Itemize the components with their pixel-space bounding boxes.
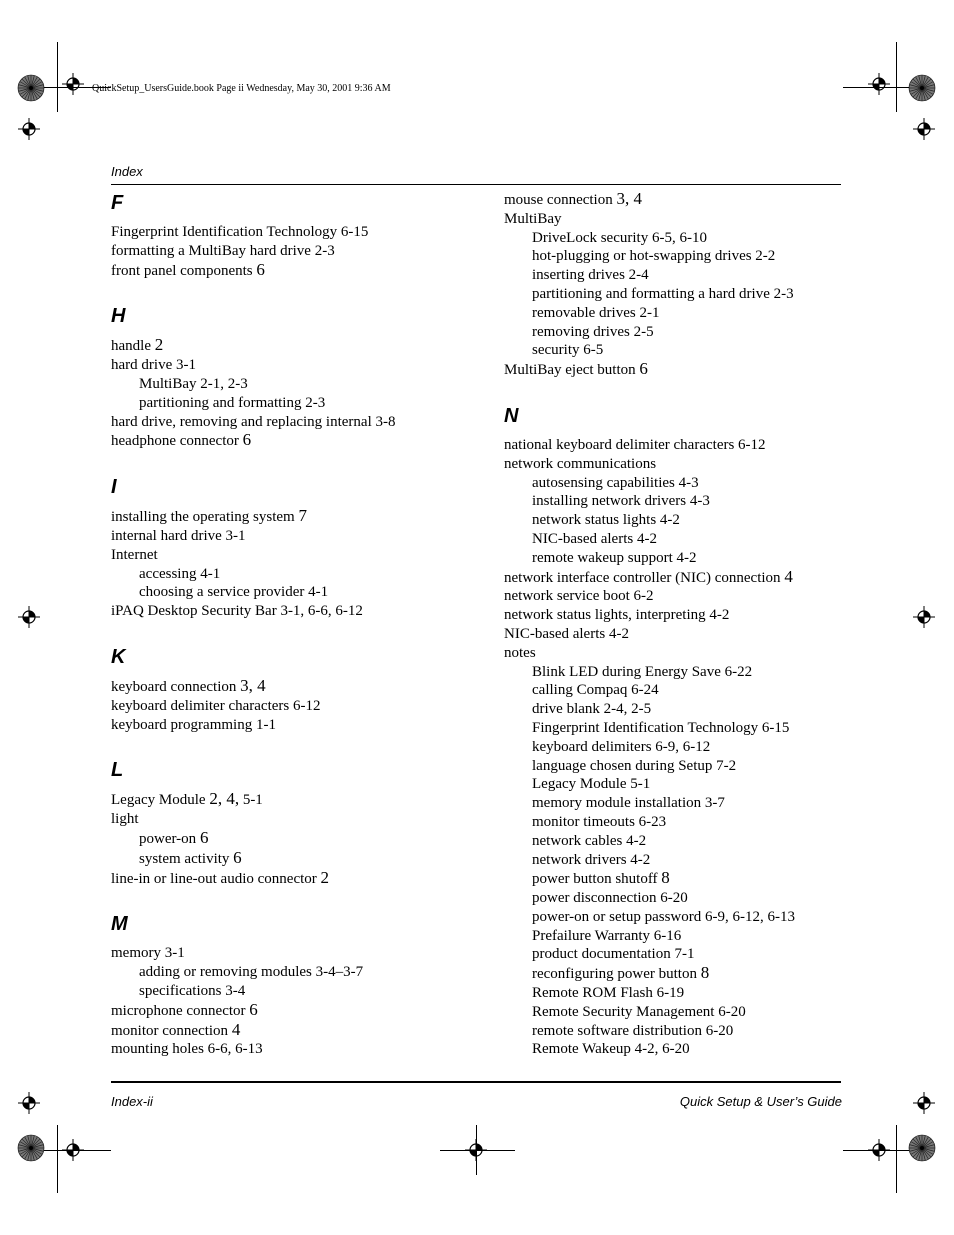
entry-text: network cables 4-2	[532, 832, 647, 849]
index-letter-heading: I	[111, 476, 117, 499]
index-subentry	[111, 982, 491, 1001]
entry-text: removable drives 2-1	[532, 304, 660, 321]
registration-mark-icon	[18, 1092, 40, 1114]
registration-mark-icon	[18, 606, 40, 628]
entry-text: network drivers 4-2	[532, 851, 651, 868]
entry-text: power-on or setup password 6-9, 6-12, 6-13	[532, 908, 795, 925]
index-entry	[504, 210, 844, 229]
entry-text: installing network drivers 4-3	[532, 493, 710, 510]
index-entry	[111, 697, 491, 716]
entry-text: remote software distribution 6-20	[532, 1022, 734, 1039]
entry-text: partitioning and formatting 2-3	[139, 394, 326, 411]
page-reference: 2	[154, 335, 164, 355]
registration-mark-icon	[868, 73, 890, 95]
footer-book-title: Quick Setup & User’s Guide	[679, 1094, 842, 1109]
index-subentry	[504, 719, 844, 738]
entry-text: Prefailure Warranty 6-16	[532, 927, 682, 944]
entry-text: notes	[504, 644, 536, 661]
footer-page-number: Index-ii	[111, 1094, 153, 1109]
entry-text: keyboard programming 1-1	[111, 716, 276, 733]
index-entry	[111, 716, 491, 735]
entry-text: Remote ROM Flash 6-19	[532, 985, 685, 1002]
running-head: Index	[111, 164, 143, 179]
entry-text: network status lights, interpreting 4-2	[504, 607, 730, 624]
entry-text: monitor connection	[111, 1022, 232, 1039]
index-subentry	[504, 869, 844, 889]
index-subentry	[504, 247, 844, 266]
index-subentry	[504, 1022, 844, 1041]
crop-line	[57, 42, 58, 112]
index-entry	[111, 1021, 491, 1041]
entry-text: microphone connector	[111, 1002, 250, 1019]
registration-mark-icon	[62, 73, 84, 95]
entry-text: power disconnection 6-20	[532, 890, 688, 907]
index-subentry	[504, 511, 844, 530]
index-subentry	[111, 829, 491, 849]
index-section	[111, 191, 491, 280]
entry-text: hot-plugging or hot-swapping drives 2-2	[532, 248, 776, 265]
entry-text: Fingerprint Identification Technology 6-15	[532, 719, 790, 736]
page-reference: 6	[639, 359, 648, 379]
entry-text: Remote Wakeup 4-2, 6-20	[532, 1041, 690, 1058]
entry-text: network status lights 4-2	[532, 512, 680, 529]
page-reference: 6	[249, 999, 258, 1019]
index-letter-heading: F	[111, 192, 124, 214]
index-subentry	[504, 927, 844, 946]
entry-text: hard drive, removing and replacing internal 3-8	[111, 413, 396, 430]
entry-text: remote wakeup support 4-2	[532, 549, 697, 566]
index-entry	[504, 436, 844, 455]
page-reference: 3, 4	[616, 189, 642, 208]
index-letter-heading: H	[111, 305, 126, 328]
page-reference: 3, 4	[240, 675, 266, 695]
page-reference: 6	[256, 259, 265, 279]
entry-text: autosensing capabilities 4-3	[532, 474, 699, 491]
index-entry	[504, 190, 844, 210]
entry-text: front panel components	[111, 262, 257, 279]
index-subentry	[504, 908, 844, 927]
index-subentry	[504, 775, 844, 794]
index-entry	[111, 527, 491, 546]
entry-text: line-in or line-out audio connector	[111, 870, 321, 887]
registration-mark-icon	[62, 1139, 84, 1161]
entry-text: network service boot 6-2	[504, 588, 654, 605]
index-subentry	[504, 304, 844, 323]
entry-text: Blink LED during Energy Save 6-22	[532, 663, 753, 680]
index-entry	[111, 677, 491, 697]
index-letter-heading: K	[111, 645, 126, 668]
index-entry	[111, 431, 491, 451]
entry-text: memory 3-1	[111, 945, 185, 962]
entry-text: partitioning and formatting a hard drive 2-3	[532, 285, 794, 302]
entry-text: network communications	[504, 455, 657, 472]
entry-text: keyboard delimiter characters 6-12	[111, 697, 321, 714]
index-subentry	[504, 549, 844, 568]
entry-text: NIC-based alerts 4-2	[504, 625, 629, 642]
index-subentry	[504, 984, 844, 1003]
entry-text: drive blank 2-4, 2-5	[532, 701, 652, 718]
index-subentry	[504, 229, 844, 248]
index-section	[111, 475, 491, 621]
index-entry	[504, 455, 844, 474]
page-reference: 6	[199, 827, 209, 847]
page-reference: 2	[320, 867, 330, 887]
index-entry	[111, 790, 491, 810]
entry-text: internal hard drive 3-1	[111, 527, 246, 544]
entry-text: language chosen during Setup 7-2	[532, 757, 737, 774]
entry-text: Internet	[111, 546, 158, 563]
registration-mark-icon	[913, 606, 935, 628]
entry-text: power-on	[139, 830, 200, 847]
entry-text: installing the operating system	[111, 509, 299, 526]
registration-mark-icon	[868, 1139, 890, 1161]
index-letter-heading: M	[111, 913, 128, 936]
index-subentry	[504, 285, 844, 304]
entry-text: MultiBay	[504, 210, 562, 227]
index-letter-heading: N	[504, 404, 519, 427]
entry-text: monitor timeouts 6-23	[532, 813, 667, 830]
index-subentry	[504, 341, 844, 360]
index-subentry	[504, 323, 844, 342]
page-reference: 7	[298, 506, 307, 526]
page-reference: 4	[231, 1019, 241, 1039]
index-entry	[504, 568, 844, 588]
entry-text: accessing 4-1	[139, 565, 221, 582]
index-entry	[111, 413, 491, 432]
index-subentry	[111, 583, 491, 602]
page-reference: 6	[242, 430, 252, 450]
index-entry	[504, 644, 844, 663]
entry-text: mounting holes 6-6, 6-13	[111, 1041, 263, 1058]
index-entry	[111, 944, 491, 963]
index-subentry	[504, 889, 844, 908]
registration-mark-icon	[913, 118, 935, 140]
index-entry	[111, 242, 491, 261]
index-subentry	[504, 1003, 844, 1022]
entry-text: national keyboard delimiter characters 6-12	[504, 436, 766, 453]
entry-text: removing drives 2-5	[532, 323, 654, 340]
index-subentry	[504, 738, 844, 757]
entry-text: light	[111, 811, 139, 828]
entry-text: NIC-based alerts 4-2	[532, 530, 657, 547]
index-column-left	[111, 190, 491, 1083]
entry-text: adding or removing modules 3-4–3-7	[139, 964, 364, 981]
crop-line	[896, 42, 897, 112]
entry-text: product documentation 7-1	[532, 946, 695, 963]
entry-text: Legacy Module 5-1	[532, 776, 651, 793]
color-target-icon	[17, 1134, 45, 1162]
index-subentry	[504, 1040, 844, 1059]
index-section	[111, 912, 491, 1059]
index-subentry	[504, 832, 844, 851]
entry-text: Legacy Module	[111, 792, 210, 809]
index-entry	[111, 546, 491, 565]
index-subentry	[504, 813, 844, 832]
index-subentry	[111, 963, 491, 982]
color-target-icon	[17, 74, 45, 102]
index-entry	[111, 223, 491, 242]
index-entry	[111, 602, 491, 621]
page-reference: 2, 4,	[209, 789, 240, 809]
index-entry	[111, 1001, 491, 1021]
index-subentry	[111, 849, 491, 869]
index-subentry	[504, 851, 844, 870]
entry-text: MultiBay 2-1, 2-3	[139, 375, 248, 392]
entry-text: choosing a service provider 4-1	[139, 584, 329, 601]
entry-text: Fingerprint Identification Technology 6-15	[111, 224, 369, 240]
entry-text: hard drive 3-1	[111, 357, 196, 374]
index-subentry	[504, 964, 844, 984]
entry-text: calling Compaq 6-24	[532, 682, 659, 699]
registration-mark-icon	[913, 1092, 935, 1114]
index-entry	[111, 810, 491, 829]
index-subentry	[504, 663, 844, 682]
entry-text: DriveLock security 6-5, 6-10	[532, 229, 707, 246]
entry-text: system activity	[139, 850, 234, 867]
entry-text: mouse connection	[504, 192, 617, 208]
index-section	[504, 190, 844, 380]
index-section	[111, 304, 491, 451]
index-section	[111, 645, 491, 734]
index-section	[504, 404, 844, 1059]
index-subentry	[111, 565, 491, 584]
index-section	[111, 758, 491, 888]
color-target-icon	[908, 74, 936, 102]
entry-text: specifications 3-4	[139, 982, 246, 999]
index-subentry	[504, 530, 844, 549]
registration-mark-icon	[18, 118, 40, 140]
entry-text: power button shutoff	[532, 871, 662, 888]
footer-rule	[111, 1081, 841, 1083]
index-subentry	[504, 681, 844, 700]
page-reference: 6	[233, 847, 242, 867]
index-subentry	[504, 266, 844, 285]
page-reference-tail: 5-1	[239, 792, 263, 809]
entry-text: keyboard connection	[111, 678, 241, 695]
entry-text: handle	[111, 338, 155, 355]
index-letter-heading: L	[111, 759, 124, 782]
index-entry	[504, 625, 844, 644]
crop-line	[57, 1125, 58, 1193]
index-subentry	[111, 375, 491, 394]
page-reference: 8	[661, 868, 670, 888]
entry-text: keyboard delimiters 6-9, 6-12	[532, 738, 711, 755]
color-target-icon	[908, 1134, 936, 1162]
index-entry	[504, 360, 844, 380]
entry-text: reconfiguring power button	[532, 966, 701, 983]
page-reference: 4	[784, 566, 793, 586]
printer-slug: QuickSetup_UsersGuide.book Page ii Wednesday, May 30, 2001 9:36 AM	[92, 83, 391, 94]
entry-text: headphone connector	[111, 433, 243, 450]
index-entry	[111, 261, 491, 281]
index-subentry	[504, 492, 844, 511]
index-subentry	[504, 794, 844, 813]
index-entry	[111, 1040, 491, 1059]
index-subentry	[111, 394, 491, 413]
index-subentry	[504, 700, 844, 719]
entry-text: MultiBay eject button	[504, 362, 640, 379]
entry-text: security 6-5	[532, 342, 604, 359]
page-reference: 8	[700, 963, 710, 983]
entry-text: Remote Security Management 6-20	[532, 1003, 746, 1020]
index-entry	[111, 507, 491, 527]
entry-text: inserting drives 2-4	[532, 267, 649, 284]
index-entry	[111, 869, 491, 889]
header-rule	[111, 184, 841, 185]
entry-text: iPAQ Desktop Security Bar 3-1, 6-6, 6-12	[111, 603, 363, 620]
index-subentry	[504, 474, 844, 493]
entry-text: formatting a MultiBay hard drive 2-3	[111, 242, 335, 259]
index-column-right	[504, 190, 844, 1083]
entry-text: network interface controller (NIC) connection	[504, 569, 785, 586]
index-entry	[111, 336, 491, 356]
registration-mark-icon	[465, 1139, 487, 1161]
entry-text: memory module installation 3-7	[532, 795, 725, 812]
index-entry	[504, 606, 844, 625]
index-subentry	[504, 757, 844, 776]
index-entry	[504, 587, 844, 606]
index-entry	[111, 356, 491, 375]
crop-line	[896, 1125, 897, 1193]
index-subentry	[504, 945, 844, 964]
